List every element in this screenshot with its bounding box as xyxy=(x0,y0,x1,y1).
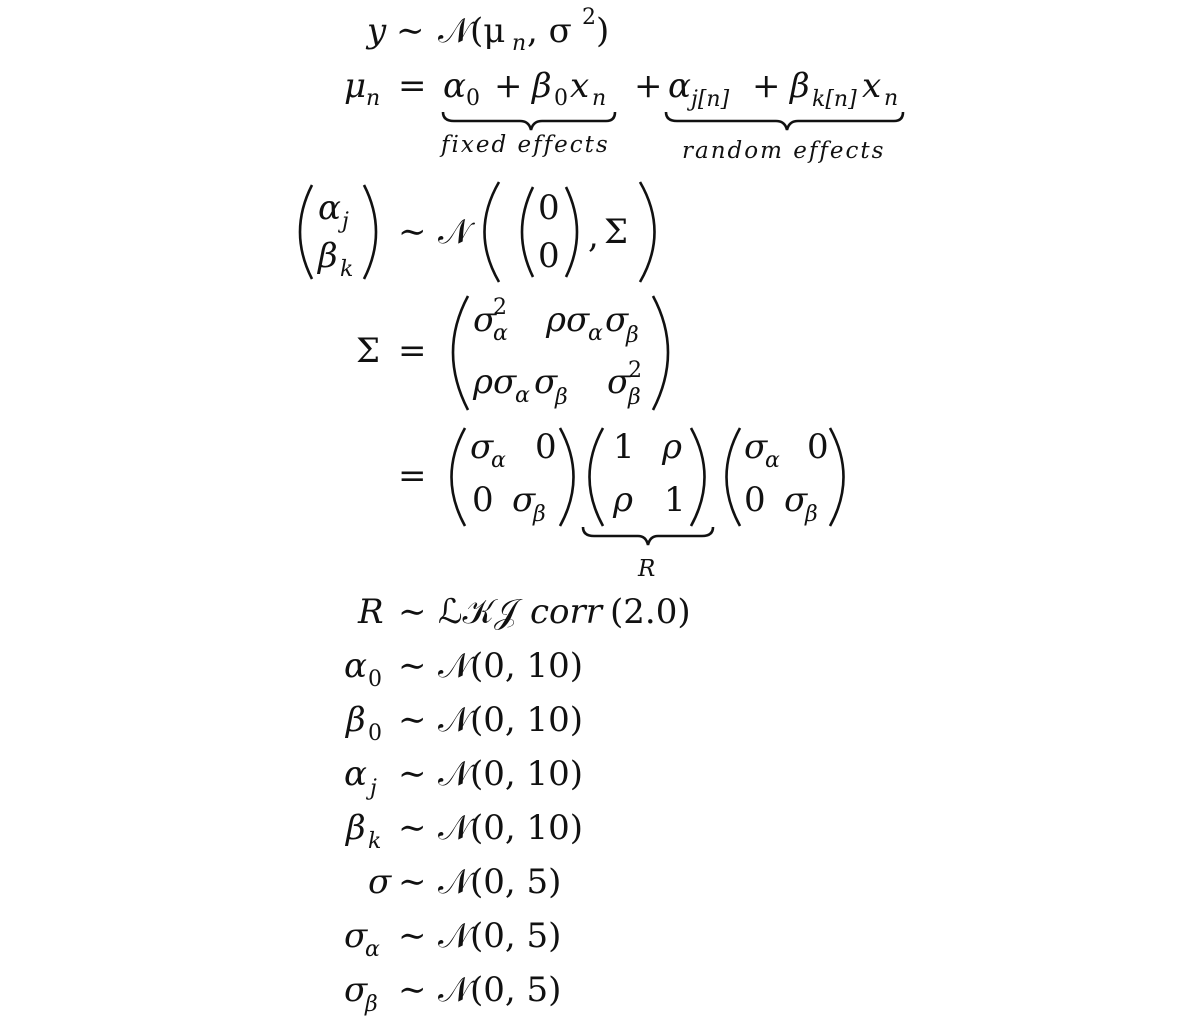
matrix-entry: 0 xyxy=(807,427,829,467)
matrix-subscript: α xyxy=(765,448,780,473)
right-paren xyxy=(640,182,655,282)
matrix-subscript: α xyxy=(588,321,603,346)
likelihood-sigma: , σ xyxy=(527,11,572,51)
mean-equation xyxy=(344,66,903,164)
distributed-as-symbol: ∼ xyxy=(398,592,427,632)
mean-subscript: n xyxy=(366,86,381,111)
prior-distribution: ℒ𝒦𝒥 xyxy=(438,592,518,632)
matrix-subscript: β xyxy=(628,385,641,410)
matrix-subscript: β xyxy=(805,502,818,527)
prior-distribution: 𝒩 xyxy=(438,646,471,686)
random-effects-label: random effects xyxy=(682,138,886,164)
prior-lhs: R xyxy=(358,592,384,632)
matrix-entry: 1 xyxy=(613,427,635,467)
prior-distribution-name: corr xyxy=(530,592,603,632)
prior-lhs: β xyxy=(346,808,366,848)
right-paren xyxy=(830,428,844,526)
likelihood-equation xyxy=(365,5,609,56)
left-paren xyxy=(485,182,500,282)
prior-row xyxy=(344,754,583,801)
matrix-entry: 0 xyxy=(472,480,494,520)
prior-lhs-subscript: 0 xyxy=(368,667,382,692)
prior-distribution: 𝒩 xyxy=(438,970,471,1010)
likelihood-close: ) xyxy=(596,11,610,51)
left-paren xyxy=(452,428,466,526)
prior-parameters: (0, 5) xyxy=(470,970,562,1010)
matrix-subscript: α xyxy=(493,321,508,346)
random-x: x xyxy=(862,66,882,106)
matrix-subscript: β xyxy=(555,385,568,410)
prior-lhs: β xyxy=(346,700,366,740)
fixed-effects-underbrace xyxy=(443,112,615,130)
matrix-entry: ρ xyxy=(662,427,682,467)
likelihood-square: 2 xyxy=(582,5,596,30)
prior-lhs: σ xyxy=(368,862,392,902)
random-x-subscript: n xyxy=(884,86,899,111)
fixed-x: x xyxy=(570,66,590,106)
distributed-as-symbol: ∼ xyxy=(398,646,427,686)
distributed-as-symbol: ∼ xyxy=(398,212,427,252)
matrix-entry: σ xyxy=(784,480,808,520)
prior-row xyxy=(357,592,691,632)
matrix-entry: ρσ xyxy=(473,362,517,402)
matrix-entry: σ xyxy=(744,427,768,467)
mean-equals: = xyxy=(398,66,427,106)
matrix-entry: σ xyxy=(607,362,631,402)
fixed-x-subscript: n xyxy=(592,86,607,111)
prior-row xyxy=(344,646,583,692)
prior-row xyxy=(344,700,583,746)
prior-list xyxy=(344,592,691,1017)
prior-distribution: 𝒩 xyxy=(438,862,471,902)
fixed-intercept-subscript: 0 xyxy=(466,86,480,111)
random-intercept-subscript: j[n] xyxy=(691,87,730,112)
left-paren xyxy=(727,428,741,526)
matrix-superscript: 2 xyxy=(628,358,642,383)
prior-row xyxy=(368,862,561,902)
prior-distribution: 𝒩 xyxy=(438,754,471,794)
right-paren xyxy=(560,428,574,526)
right-paren xyxy=(364,185,376,279)
random-slope-subscript: k[n] xyxy=(812,87,857,112)
response-symbol: y xyxy=(367,11,387,51)
mean-symbol: μ xyxy=(344,66,367,106)
matrix-subscript: α xyxy=(491,448,506,473)
random-slope: β xyxy=(790,66,810,106)
left-paren xyxy=(522,187,533,277)
plus-sign: + xyxy=(634,66,663,106)
random-intercept-subscript: j xyxy=(342,209,349,234)
right-paren xyxy=(653,296,668,410)
equals-sign: = xyxy=(398,331,427,371)
prior-lhs: σ xyxy=(344,916,368,956)
prior-lhs-subscript: α xyxy=(365,937,380,962)
prior-row xyxy=(344,808,583,854)
right-paren xyxy=(566,187,577,277)
covariance-symbol: Σ xyxy=(356,331,381,371)
comma: , xyxy=(588,216,599,256)
prior-distribution: 𝒩 xyxy=(438,916,471,956)
prior-parameters: (0, 5) xyxy=(470,862,562,902)
zero-mean-top: 0 xyxy=(538,188,560,228)
matrix-entry: σ xyxy=(512,480,536,520)
prior-row xyxy=(344,916,561,962)
prior-row xyxy=(344,970,561,1017)
decomposition-equation xyxy=(398,427,844,582)
prior-lhs: α xyxy=(344,646,367,686)
matrix-subscript: β xyxy=(626,323,639,348)
prior-lhs-subscript: j xyxy=(370,776,377,801)
prior-distribution: 𝒩 xyxy=(438,808,471,848)
prior-parameters: (0, 10) xyxy=(470,700,584,740)
matrix-entry: ρσ xyxy=(546,300,590,340)
correlation-underbrace xyxy=(583,527,713,545)
plus-sign: + xyxy=(494,66,523,106)
left-paren xyxy=(453,296,468,410)
matrix-entry: σ xyxy=(605,300,629,340)
normal-symbol: 𝒩 xyxy=(438,212,471,252)
matrix-subscript: β xyxy=(533,502,546,527)
distributed-as-symbol: ∼ xyxy=(398,862,427,902)
joint-distribution-equation xyxy=(300,182,655,282)
matrix-entry: ρ xyxy=(613,480,633,520)
fixed-slope-subscript: 0 xyxy=(554,86,568,111)
prior-parameters: (0, 10) xyxy=(470,646,584,686)
covariance-equation xyxy=(356,295,668,410)
matrix-entry: 0 xyxy=(535,427,557,467)
fixed-slope: β xyxy=(532,66,552,106)
likelihood-args: (μ xyxy=(470,11,506,51)
random-intercept: α xyxy=(668,66,691,106)
prior-lhs-subscript: 0 xyxy=(368,721,382,746)
prior-parameters: (2.0) xyxy=(610,592,691,632)
plus-sign: + xyxy=(752,66,781,106)
equals-sign: = xyxy=(398,456,427,496)
left-paren xyxy=(590,428,604,526)
prior-parameters: (0, 10) xyxy=(470,754,584,794)
prior-lhs-subscript: k xyxy=(368,829,382,854)
distributed-as-symbol: ∼ xyxy=(398,700,427,740)
right-paren xyxy=(691,428,705,526)
matrix-entry: 0 xyxy=(744,480,766,520)
distributed-as-symbol: ∼ xyxy=(398,916,427,956)
normal-symbol: 𝒩 xyxy=(438,11,471,51)
prior-lhs: σ xyxy=(344,970,368,1010)
random-slope-subscript: k xyxy=(340,257,354,282)
left-paren xyxy=(300,185,312,279)
random-intercept: α xyxy=(318,188,341,228)
fixed-intercept: α xyxy=(443,66,466,106)
likelihood-mu-subscript: n xyxy=(512,31,527,56)
matrix-entry: σ xyxy=(470,427,494,467)
matrix-entry: σ xyxy=(473,300,497,340)
matrix-entry: 1 xyxy=(664,480,686,520)
matrix-subscript: α xyxy=(515,383,530,408)
zero-mean-bottom: 0 xyxy=(538,236,560,276)
covariance-symbol: Σ xyxy=(604,212,629,252)
random-effects-underbrace xyxy=(666,112,903,130)
prior-lhs-subscript: β xyxy=(365,992,378,1017)
random-slope: β xyxy=(318,236,338,276)
matrix-entry: σ xyxy=(534,362,558,402)
prior-parameters: (0, 10) xyxy=(470,808,584,848)
prior-distribution: 𝒩 xyxy=(438,700,471,740)
matrix-superscript: 2 xyxy=(493,295,507,320)
distributed-as-symbol: ∼ xyxy=(398,808,427,848)
distributed-as-symbol: ∼ xyxy=(398,970,427,1010)
distributed-as-symbol: ∼ xyxy=(398,754,427,794)
prior-lhs: α xyxy=(344,754,367,794)
fixed-effects-label: fixed effects xyxy=(441,132,610,158)
correlation-matrix-label: R xyxy=(638,556,656,582)
prior-parameters: (0, 5) xyxy=(470,916,562,956)
distributed-as-symbol: ∼ xyxy=(396,11,425,51)
